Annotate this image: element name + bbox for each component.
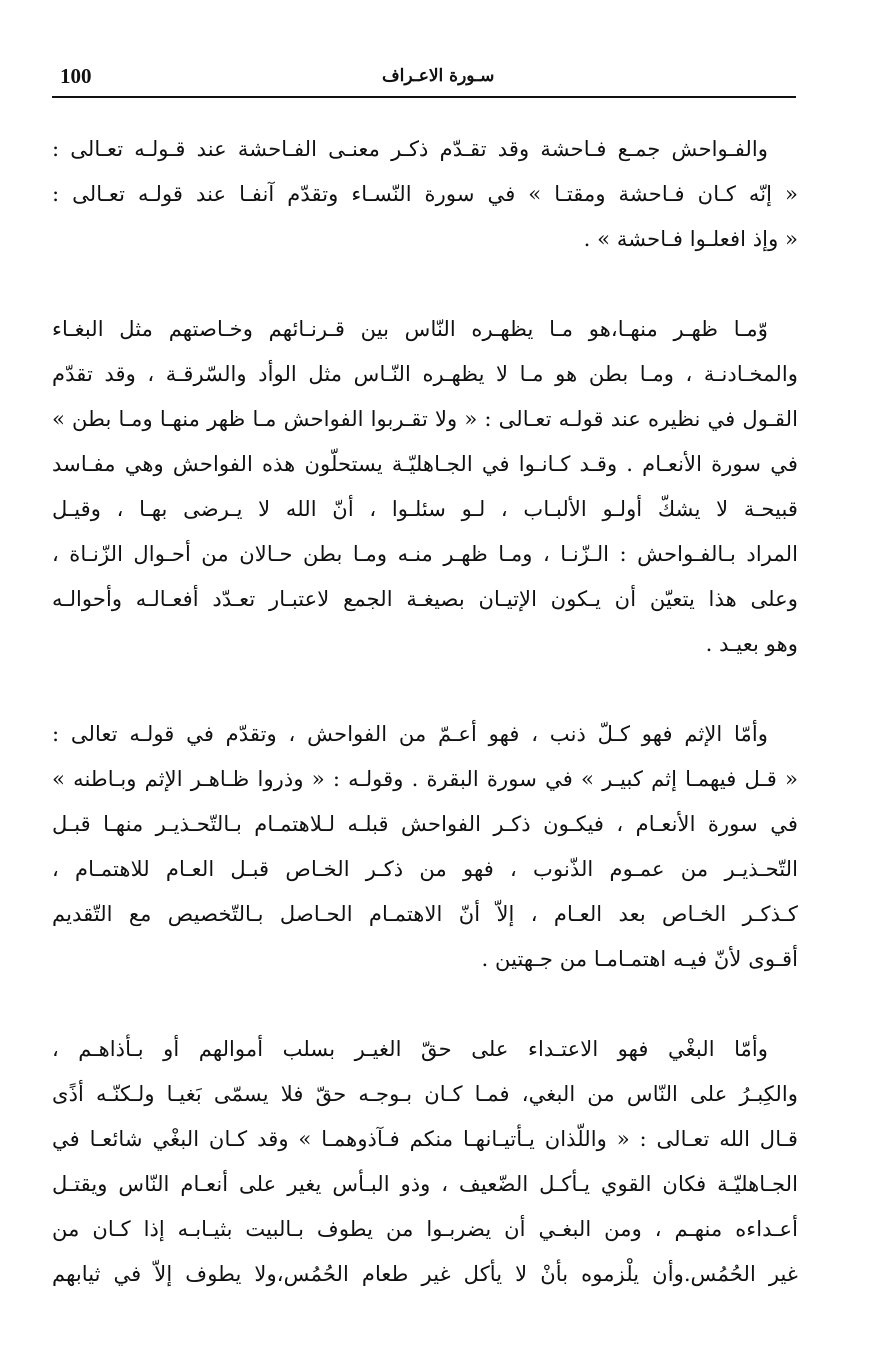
running-title: سـورة الاعـراف — [382, 66, 495, 86]
text-line: أقـوى لأنّ فيـه اهتمـامـا من جـهتين . — [481, 946, 798, 971]
text-line: وّمـا ظهـر منهـا،هو مـا يظهـره النّاس بين قـرنـائهم وخـاصتهم مثل البغـاء — [52, 316, 768, 341]
text-line: والمخـادنـة ، ومـا بطن هو مـا لا يظهـره النّـاس مثل الوأد والسّرقـة ، وقد تقدّم — [52, 361, 798, 386]
text-line: وعلى هذا يتعيّن أن يـكون الإتيـان بصيغـة الجمع لاعتبـار تعـدّد أفعـالـه وأحوالـه — [52, 586, 798, 611]
text-line: القـول في نظيره عند قولـه تعـالى : « ولا تقـربوا الفواحش مـا ظهر منهـا ومـا بطن » — [52, 406, 798, 431]
paragraph-gap — [52, 981, 798, 1026]
text-line: والكِبـرُ على النّاس من البغي، فمـا كـان بـوجـه حقّ فلا يسمّى بَغيـا ولـكنّـه أذًى — [52, 1081, 798, 1106]
text-line: وأمّا البغْي فهو الاعتـداء على حقّ الغيـر بسلب أموالهم أو بـأذاهـم ، — [52, 1036, 768, 1061]
text-line: التّحـذيـر من عمـوم الذّنوب ، فهو من ذكـر الخـاص قبـل العـام للاهتمـام ، — [52, 856, 798, 881]
text-line: قـال الله تعـالى : « واللّذان يـأتيـانهـا منكم فـآذوهمـا » وقد كـان البغْي شائعـا في — [52, 1126, 798, 1151]
text-line: قبيحـة لا يشكّ أولـو الألبـاب ، لـو سئلـوا ، أنّ الله لا يـرضى بهـا ، وقيـل — [52, 496, 798, 521]
text-line: الجـاهليّـة فكان القوي يـأكـل الضّعيف ، وذو البـأس يغير على أنعـام النّاس ويقتـل — [52, 1171, 798, 1196]
text-line: « وإذ افعلـوا فـاحشة » . — [583, 226, 798, 251]
text-line: والفـواحش جمـع فـاحشة وقد تقـدّم ذكـر معنـى الفـاحشة عند قـولـه تعـالى : — [52, 136, 768, 161]
page-header — [52, 58, 796, 98]
paragraph — [52, 711, 798, 981]
paragraph-gap — [52, 261, 798, 306]
page-body — [52, 126, 798, 1296]
text-line: أعـداءه منهـم ، ومن البغـي أن يضربـوا من يطوف بـالبيت بثيـابـه إذا كـان من — [52, 1216, 798, 1241]
text-line: وأمّا الإثم فهو كـلّ ذنب ، فهو أعـمّ من الفواحش ، وتقدّم في قولـه تعالى : — [52, 721, 768, 746]
text-line: المراد بـالفـواحش : الـزّنـا ، ومـا ظهـر منـه ومـا بطن حـالان من أحـوال الزّنـاة ، — [52, 541, 798, 566]
page-number: 100 — [60, 64, 92, 88]
text-line: كـذكـر الخـاص بعد العـام ، إلاّ أنّ الاهتمـام الحـاصل بـالتّخصيص مع التّقديم — [52, 901, 798, 926]
paragraph — [52, 126, 798, 261]
text-line: في سورة الأنعـام . وقـد كـانـوا في الجـاهليّـة يستحلّون هذه الفواحش وهي مفـاسد — [52, 451, 798, 476]
text-line: وهو بعيـد . — [705, 631, 798, 656]
text-line: في سورة الأنعـام ، فيكـون ذكـر الفواحش قبلـه لـلاهتمـام بـالتّحـذيـر منهـا قبـل — [52, 811, 798, 836]
text-line: « قـل فيهمـا إثم كبيـر » في سورة البقرة . وقولـه : « وذروا ظـاهـر الإثم وبـاطنه » — [52, 766, 798, 791]
text-line: غير الحُمُس.وأن يلْزموه بأنْ لا يأكل غير طعام الحُمُس،ولا يطوف إلاّ في ثيابهم — [52, 1261, 798, 1286]
text-line: « إنّه كـان فـاحشة ومقتـا » في سورة النّسـاء وتقدّم آنفـا عند قولـه تعـالى : — [52, 181, 798, 206]
paragraph — [52, 306, 798, 666]
paragraph-gap — [52, 666, 798, 711]
paragraph — [52, 1026, 798, 1296]
